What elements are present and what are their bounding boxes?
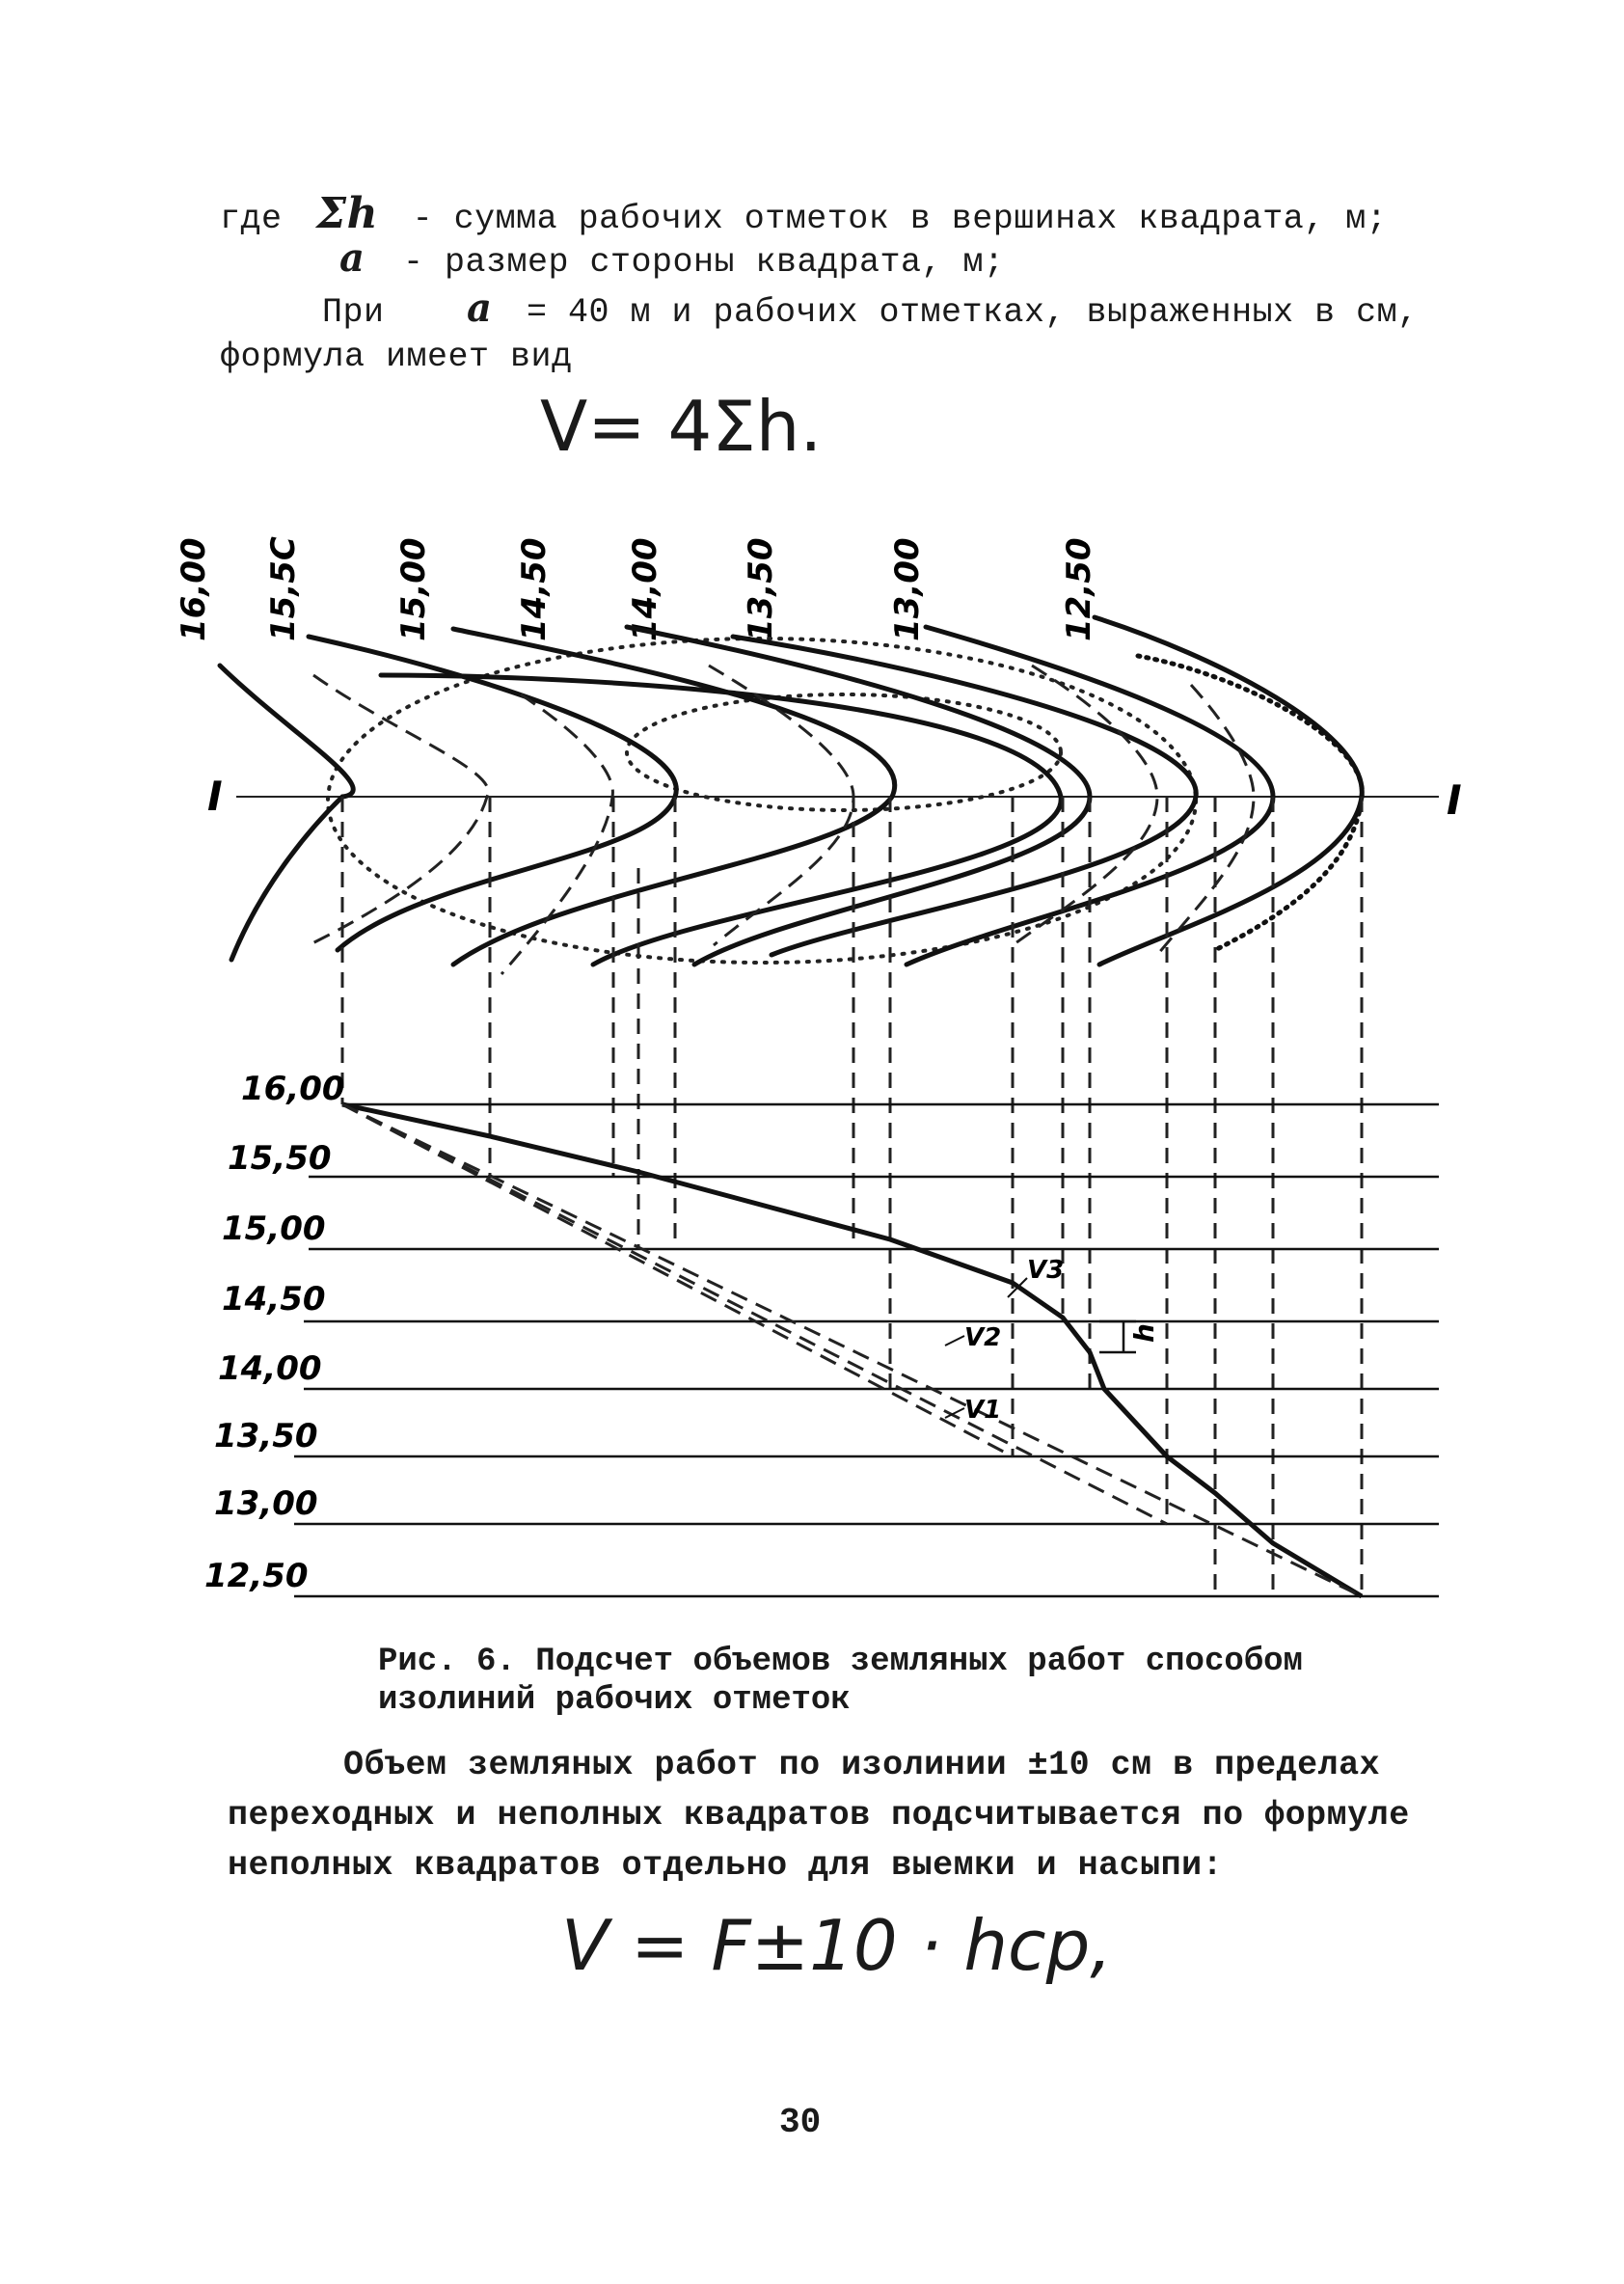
- page-number: 30: [779, 2103, 822, 2142]
- isoline-12-50: [1095, 617, 1362, 965]
- slope-line: [342, 1104, 1167, 1524]
- isoline-14-50: [381, 675, 1061, 965]
- body-line-1: Объем земляных работ по изолинии ±10 см в пределах: [343, 1746, 1381, 1784]
- level-label: 13,50: [214, 1417, 318, 1455]
- a-symbol: a: [339, 235, 365, 281]
- v2-leader: [945, 1336, 964, 1346]
- isoline-16-00: [220, 666, 353, 960]
- volume-label-v3: V3: [1027, 1256, 1065, 1285]
- figure-caption: [378, 1643, 1303, 1720]
- condition-text: = 40 м и рабочих отметках, выраженных в см,: [526, 293, 1419, 332]
- body-line-3: неполных квадратов отдельно для выемки и насыпи:: [228, 1846, 1224, 1885]
- dashed-isoline: [309, 675, 488, 945]
- level-labels: [204, 1070, 345, 1595]
- volume-label-v2: V2: [964, 1323, 1002, 1352]
- a-definition: - размер стороны квадрата, м;: [402, 243, 1005, 282]
- isoline-label: 14,50: [515, 537, 554, 641]
- isoline-label: 16,00: [175, 537, 213, 641]
- dotted-isoline: [1138, 656, 1362, 950]
- sum-h-definition: - сумма рабочих отметок в вершинах квадрата, м;: [412, 200, 1388, 238]
- formula-v-f-h: V = F±10 · hср,: [561, 1905, 1113, 1986]
- isoline-label: 13,00: [888, 537, 927, 641]
- formula-v-4-sum-h: V= 4Σh.: [540, 386, 823, 467]
- caption-line-2: изолиний рабочих отметок: [378, 1682, 851, 1719]
- level-lines: [294, 1104, 1439, 1596]
- isoline-label: 15,00: [394, 537, 433, 641]
- volume-label-v1: V1: [964, 1396, 1002, 1425]
- isoline-label: 12,50: [1060, 537, 1098, 641]
- dotted-ellipse-inner: [627, 694, 1061, 810]
- level-label: 14,00: [218, 1349, 322, 1388]
- intro-word-where: где: [220, 200, 283, 238]
- sum-h-symbol: Σh: [316, 189, 379, 238]
- a-symbol-2: a: [467, 286, 493, 331]
- h-label: h: [1128, 1323, 1160, 1343]
- level-label: 12,50: [204, 1557, 309, 1595]
- level-label: 13,00: [214, 1484, 318, 1523]
- level-label: 16,00: [241, 1070, 345, 1108]
- section-label-right: I: [1447, 776, 1462, 824]
- isoline-label: 14,00: [626, 537, 664, 641]
- level-label: 15,50: [228, 1139, 332, 1178]
- slope-line: [342, 1104, 1013, 1456]
- caption-line-1: Рис. 6. Подсчет объемов земляных работ способом: [378, 1644, 1303, 1680]
- level-label: 15,00: [222, 1210, 326, 1248]
- formula-intro: формула имеет вид: [220, 338, 573, 376]
- body-line-2: переходных и неполных квадратов подсчитывается по формуле: [228, 1796, 1410, 1835]
- level-label: 14,50: [222, 1280, 326, 1319]
- isoline-label: 15,5С: [264, 536, 303, 641]
- section-label-left: I: [207, 773, 223, 820]
- intro-word-pri: При: [322, 293, 385, 332]
- dashed-isoline: [1157, 685, 1254, 955]
- isoline-labels: [175, 536, 1098, 641]
- isoline-label: 13,50: [742, 537, 780, 641]
